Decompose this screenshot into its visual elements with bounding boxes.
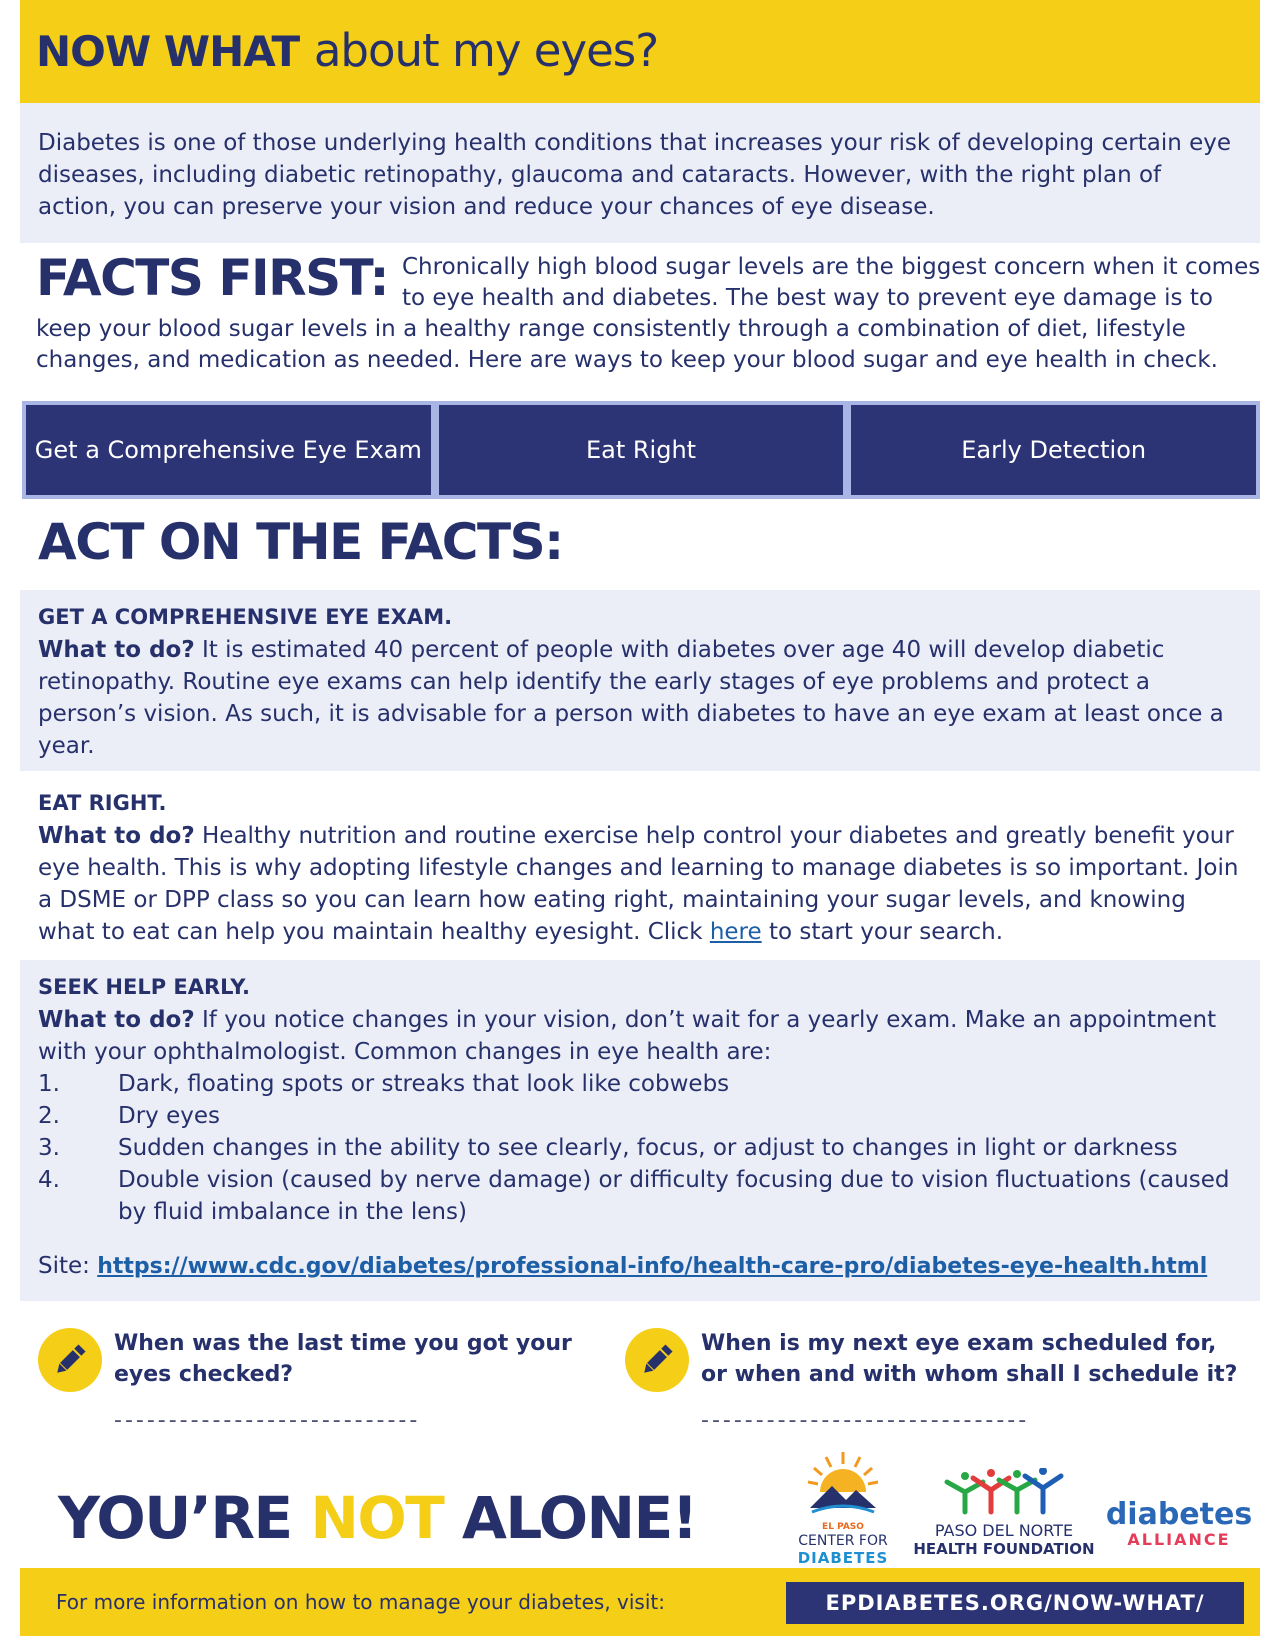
page-title (36, 22, 658, 81)
site-label: Site: (38, 1253, 98, 1279)
question-content (114, 1328, 598, 1433)
cdc-link[interactable]: https://www.cdc.gov/diabetes/professional-info/health-care-pro/diabetes-eye-health.html (97, 1254, 1208, 1279)
sun-mountain-icon (798, 1448, 888, 1518)
not-alone-slogan (58, 1482, 697, 1554)
logo-diabetes: DIABETES (797, 1549, 889, 1567)
tile-eat-right: Eat Right (439, 405, 844, 495)
slogan-not: NOT (310, 1484, 444, 1552)
people-figures-icon (939, 1468, 1069, 1518)
list-num: 1. (38, 1071, 60, 1097)
section-lead: What to do? (38, 637, 195, 663)
list-item (38, 1132, 1242, 1164)
symptom-list (38, 1068, 1242, 1228)
here-link[interactable]: here (709, 919, 762, 945)
logo-alliance: ALLIANCE (1127, 1530, 1231, 1549)
answer-line[interactable]: ---------------------------- (114, 1408, 421, 1433)
section-eye-exam (20, 590, 1260, 771)
tiles-row (22, 401, 1260, 499)
footer-bar (20, 1568, 1260, 1636)
section-heading: GET A COMPREHENSIVE EYE EXAM. (38, 605, 453, 629)
facts-text: Chronically high blood sugar levels are the biggest concern when it comes to eye health and diabetes. The best way to prevent eye damage is to keep your blood sugar levels in a healthy range consistently through a combination of diet, lifestyle changes, and medication as needed. Here are ways to keep your blood sugar and eye health in check. (36, 254, 1261, 373)
pencil-icon (38, 1328, 102, 1392)
question-next-exam (625, 1328, 1245, 1433)
section-seek-help (20, 960, 1260, 1301)
pencil-icon (625, 1328, 689, 1392)
logo-diabetes-word: diabetes (1105, 1497, 1253, 1532)
logo-el-paso: EL PASO (822, 1522, 864, 1532)
tile-eye-exam: Get a Comprehensive Eye Exam (26, 405, 431, 495)
list-item (38, 1100, 1242, 1132)
section-lead: What to do? (38, 823, 195, 849)
section-lead: What to do? (38, 1007, 195, 1033)
section-text-after: to start your search. (761, 919, 1004, 945)
list-item (38, 1164, 1242, 1228)
question-text: When is my next eye exam scheduled for, or when and with whom shall I schedule it? (701, 1331, 1238, 1387)
logo-paso-del-norte: PASO DEL NORTE (934, 1521, 1074, 1540)
question-content (701, 1328, 1245, 1433)
section-text: Healthy nutrition and routine exercise help control your diabetes and greatly benefit your eye health. This is why adopting lifestyle changes and learning to manage diabetes is so important. Join a DSME or DPP class so you can learn how eating right, maintaining your sugar levels, and knowing what to eat can help you maintain healthy eyesight. Click (38, 823, 1239, 945)
list-text: Double vision (caused by nerve damage) or difficulty focusing due to vision fluctuations (caused by fluid imbalance in the lens) (118, 1167, 1230, 1225)
list-text: Dark, floating spots or streaks that look like cobwebs (118, 1071, 730, 1097)
slogan-part3: ALONE! (443, 1484, 697, 1552)
act-title: ACT ON THE FACTS: (38, 513, 563, 571)
section-eat-right (20, 776, 1260, 955)
title-bold: NOW WHAT (36, 27, 300, 76)
diabetes-alliance-logo (1104, 1497, 1254, 1550)
title-rest: about my eyes? (313, 24, 659, 77)
list-item (38, 1068, 1242, 1100)
facts-title: FACTS FIRST: (36, 249, 388, 307)
list-text: Sudden changes in the ability to see clearly, focus, or adjust to changes in light or darkness (118, 1135, 1178, 1161)
section-body (38, 634, 1242, 762)
list-num: 4. (38, 1167, 60, 1193)
website-button[interactable]: EPDIABETES.ORG/NOW-WHAT/ (786, 1582, 1244, 1624)
tile-early-detection: Early Detection (851, 405, 1256, 495)
logo-health-foundation: HEALTH FOUNDATION (913, 1540, 1095, 1558)
section-heading: SEEK HELP EARLY. (38, 975, 250, 999)
slogan-part1: YOU’RE (58, 1484, 311, 1552)
facts-first (36, 249, 1266, 376)
footer-text: For more information on how to manage your diabetes, visit: (56, 1590, 665, 1614)
list-text: Dry eyes (118, 1103, 220, 1129)
answer-line[interactable]: ------------------------------ (701, 1408, 1030, 1433)
question-last-checked (38, 1328, 598, 1433)
section-body (38, 820, 1242, 948)
header-banner (20, 0, 1260, 103)
section-body (38, 1004, 1242, 1068)
site-line (38, 1250, 1242, 1283)
list-num: 3. (38, 1135, 60, 1161)
list-num: 2. (38, 1103, 60, 1129)
paso-del-norte-logo (912, 1468, 1096, 1558)
section-text: If you notice changes in your vision, don’t wait for a yearly exam. Make an appointment with your ophthalmologist. Common changes in eye health are: (38, 1007, 1217, 1065)
section-heading: EAT RIGHT. (38, 791, 167, 815)
section-text: It is estimated 40 percent of people with diabetes over age 40 will develop diabetic retinopathy. Routine eye exams can help identify the early stages of eye problems and protect a person’s vision. As such, it is advisable for a person with diabetes to have an eye exam at least once a year. (38, 637, 1224, 759)
question-text: When was the last time you got your eyes checked? (114, 1331, 572, 1387)
logo-center-for: CENTER FOR (798, 1533, 888, 1549)
intro-paragraph: Diabetes is one of those underlying health conditions that increases your risk of developing certain eye diseases, including diabetic retinopathy, glaucoma and cataracts. However, with the right plan of action, you can preserve your vision and reduce your chances of eye disease. (20, 103, 1260, 243)
el-paso-center-for-diabetes-logo (788, 1448, 898, 1567)
